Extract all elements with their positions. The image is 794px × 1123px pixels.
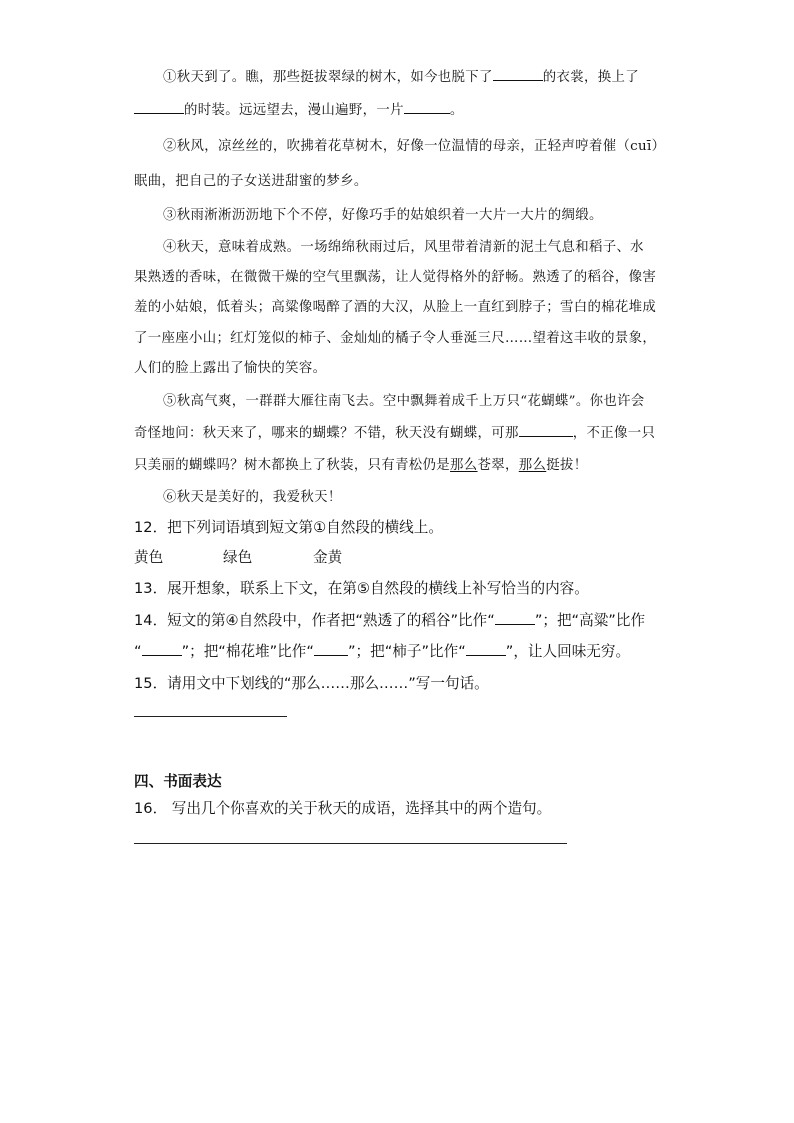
question-16: 16． 写出几个你喜欢的关于秋天的成语，选择其中的两个造句。 <box>134 800 552 817</box>
question-14-text-f: ”，让人回味无穷。 <box>505 643 631 660</box>
paragraph-2-line-1: ②秋风，凉丝丝的，吹拂着花草树木，好像一位温情的母亲，正轻声哼着催（cuī） <box>163 139 666 154</box>
paragraph-1-text-d: 。 <box>449 103 464 118</box>
paragraph-4-line-3: 羞的小姑娘，低着头；高粱像喝醉了酒的大汉，从脸上一直红到脖子；雪白的棉花堆成 <box>134 300 657 315</box>
answer-blank[interactable] <box>495 623 535 625</box>
question-14-text-e: ”；把“柿子”比作“ <box>347 643 466 660</box>
answer-line[interactable] <box>134 843 567 844</box>
section-heading: 四、书面表达 <box>134 773 222 790</box>
question-12: 12．把下列词语填到短文第①自然段的横线上。 <box>134 519 443 536</box>
question-13: 13．展开想象，联系上下文，在第⑤自然段的横线上补写恰当的内容。 <box>134 580 589 597</box>
paragraph-1-line-1 <box>163 66 639 85</box>
underlined-phrase: 那么 <box>450 458 478 473</box>
paragraph-5-line-1: ⑤秋高气爽，一群群大雁往南飞去。空中飘舞着成千上万只“花蝴蝶”。你也许会 <box>163 394 645 409</box>
question-14-line-1 <box>134 609 645 630</box>
paragraph-1-text-a: ①秋天到了。瞧，那些挺拔翠绿的树木，如今也脱下了 <box>163 70 493 85</box>
paragraph-1-line-2 <box>134 99 464 118</box>
underlined-phrase: 那么 <box>518 458 547 473</box>
paragraph-5-text-a: 奇怪地问：秋天来了，哪来的蝴蝶？不错，秋天没有蝴蝶，可那 <box>134 426 519 441</box>
paragraph-5-text-e: 挺拔！ <box>546 458 588 473</box>
paragraph-5-line-3 <box>134 454 587 473</box>
paragraph-4-line-4: 了一座座小山；红灯笼似的柿子、金灿灿的橘子令人垂涎三尺……望着这丰收的景象， <box>134 331 657 346</box>
paragraph-5-line-2 <box>134 422 655 441</box>
paragraph-5-text-b: ，不正像一只 <box>572 426 656 441</box>
answer-blank[interactable] <box>314 654 348 656</box>
answer-blank[interactable] <box>493 79 543 81</box>
paragraph-5-text-d: 苍翠， <box>477 458 519 473</box>
paragraph-4-line-5: 人们的脸上露出了愉快的笑容。 <box>134 361 327 376</box>
paragraph-1-text-c: 的时装。远远望去，漫山遍野，一片 <box>184 103 404 118</box>
answer-blank[interactable] <box>142 654 182 656</box>
answer-blank[interactable] <box>466 654 506 656</box>
question-14-text-d: ”；把“棉花堆”比作“ <box>181 643 314 660</box>
answer-blank[interactable] <box>134 112 184 114</box>
paragraph-2-line-2: 眠曲，把自己的子女送进甜蜜的梦乡。 <box>134 174 368 189</box>
paragraph-3-line-1: ③秋雨淅淅沥沥地下个不停，好像巧手的姑娘织着一大片一大片的绸缎。 <box>163 208 603 223</box>
answer-blank[interactable] <box>404 112 450 114</box>
question-14-text-b: ”；把“高粱”比作 <box>534 612 646 629</box>
paragraph-4-line-2: 果熟透的香味，在微微干燥的空气里飘荡，让人觉得格外的舒畅。熟透了的稻谷，像害 <box>134 270 657 285</box>
paragraph-6-line-1: ⑥秋天是美好的，我爱秋天！ <box>163 490 342 505</box>
paragraph-1-text-b: 的衣裳，换上了 <box>542 70 639 85</box>
paragraph-5-text-c: 只美丽的蝴蝶吗？树木都换上了秋装，只有青松仍是 <box>134 458 451 473</box>
word-option: 绿色 <box>223 549 253 566</box>
word-option: 黄色 <box>134 549 164 566</box>
answer-line[interactable] <box>134 716 287 717</box>
question-14-text-a: 14．短文的第④自然段中，作者把“熟透了的稻谷”比作“ <box>134 612 495 629</box>
word-option: 金黄 <box>313 549 343 566</box>
paragraph-4-line-1: ④秋天，意味着成熟。一场绵绵秋雨过后，风里带着清新的泥土气息和稻子、水 <box>163 240 644 255</box>
question-14-text-c: “ <box>134 643 142 660</box>
answer-blank[interactable] <box>519 435 573 437</box>
question-14-line-2 <box>134 640 630 661</box>
question-15: 15．请用文中下划线的“那么……那么……”写一句话。 <box>134 675 489 692</box>
